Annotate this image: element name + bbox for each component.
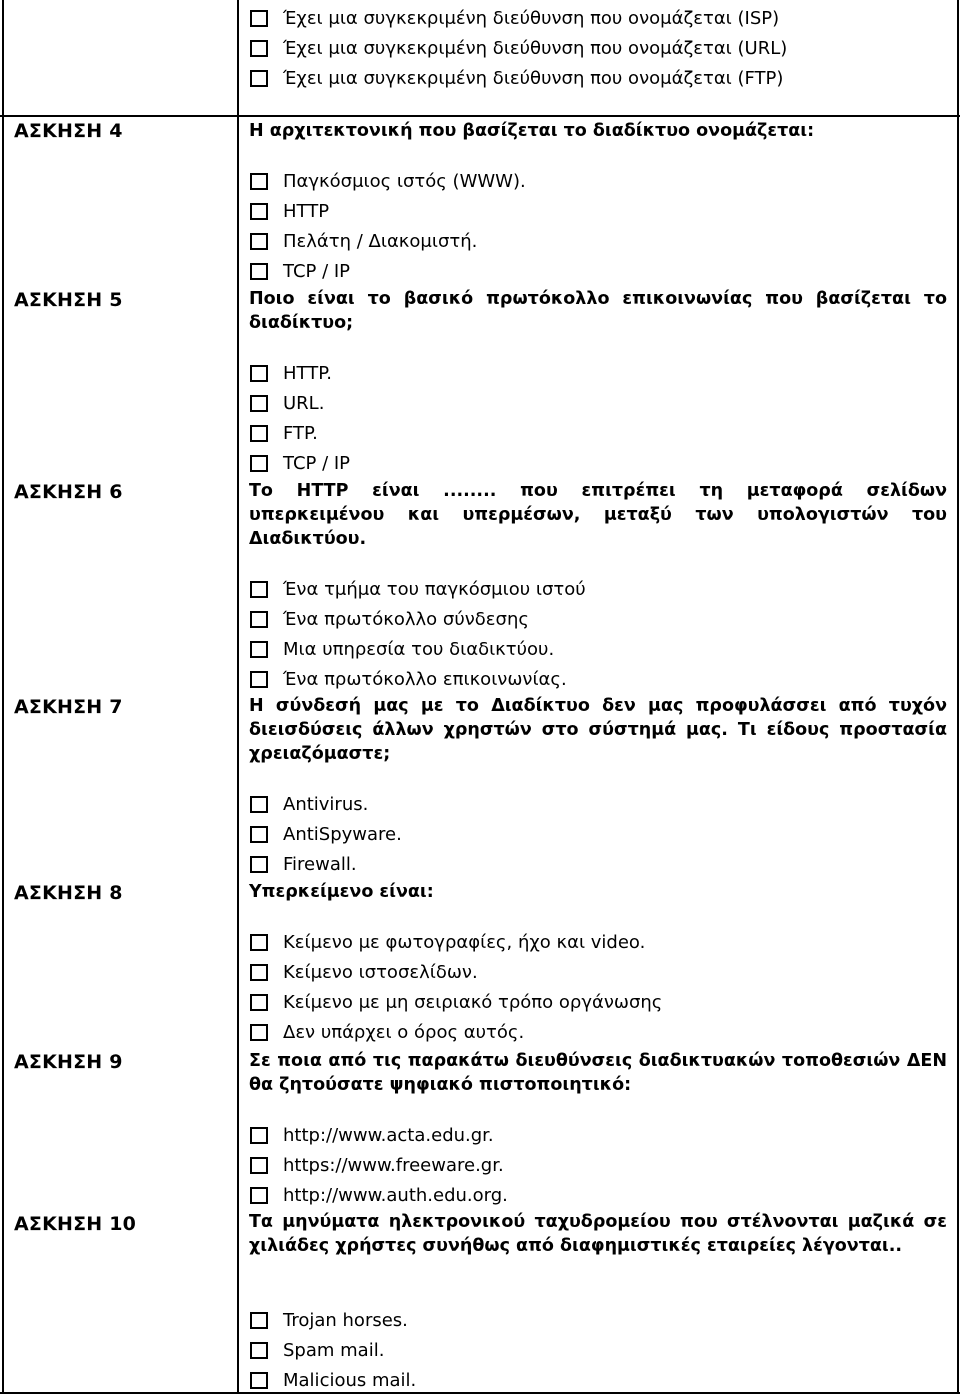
option-item[interactable] [250,849,357,879]
option-label: HTTP [283,200,330,222]
checkbox[interactable] [250,1312,268,1329]
option-item[interactable] [250,1365,416,1395]
option-item[interactable] [250,1120,494,1150]
option-item[interactable] [250,1305,408,1335]
checkbox[interactable] [250,934,268,951]
option-label: Έχει μια συγκεκριμένη διεύθυνση που ονομάζεται (ISP) [283,7,780,29]
checkbox[interactable] [250,455,268,472]
option-item[interactable] [250,957,478,987]
checkbox[interactable] [250,1024,268,1041]
table-border-right [957,0,959,1394]
option-label: TCP / IP [283,260,351,282]
option-label: HTTP. [283,362,332,384]
option-label: FTP. [283,422,318,444]
option-item[interactable] [250,987,662,1017]
option-label: Κείμενο ιστοσελίδων. [283,961,478,983]
option-item[interactable] [250,574,586,604]
option-item[interactable] [250,3,779,33]
checkbox[interactable] [250,1342,268,1359]
checkbox[interactable] [250,70,268,87]
table-row-divider [0,115,960,117]
exercise-label: ΑΣΚΗΣΗ 9 [14,1051,123,1073]
option-label: Malicious mail. [283,1369,417,1391]
option-label: Ένα πρωτόκολλο σύνδεσης [283,608,529,630]
option-label: Κείμενο με φωτογραφίες, ήχο και video. [283,931,646,953]
option-label: URL. [283,392,325,414]
checkbox[interactable] [250,1127,268,1144]
checkbox[interactable] [250,1372,268,1389]
option-label: Ένα τμήμα του παγκόσμιου ιστού [283,578,586,600]
checkbox[interactable] [250,994,268,1011]
option-item[interactable] [250,418,318,448]
option-item[interactable] [250,1335,384,1365]
checkbox[interactable] [250,671,268,688]
option-item[interactable] [250,63,783,93]
table-border-bottom [0,1392,960,1394]
option-label: Ένα πρωτόκολλο επικοινωνίας. [283,668,567,690]
exercise-label: ΑΣΚΗΣΗ 4 [14,120,123,142]
option-item[interactable] [250,196,329,226]
option-label: Δεν υπάρχει ο όρος αυτός. [283,1021,525,1043]
table-border-left [2,0,4,1394]
checkbox[interactable] [250,964,268,981]
checkbox[interactable] [250,233,268,250]
option-label: TCP / IP [283,452,351,474]
exercise-question: Η σύνδεσή μας με το Διαδίκτυο δεν μας προφυλάσσει από τυχόν διεισδύσεις άλλων χρηστών στο σύστημά μας. Τι είδους προστασία χρειαζόμαστε; [249,696,947,764]
checkbox[interactable] [250,856,268,873]
checkbox[interactable] [250,203,268,220]
option-item[interactable] [250,166,526,196]
checkbox[interactable] [250,1157,268,1174]
checkbox[interactable] [250,40,268,57]
checkbox[interactable] [250,581,268,598]
option-label: Μια υπηρεσία του διαδικτύου. [283,638,555,660]
exercise-question: Η αρχιτεκτονική που βασίζεται το διαδίκτυο ονομάζεται: [249,121,815,141]
option-item[interactable] [250,634,554,664]
table-column-divider [237,0,239,1394]
option-label: http://www.auth.edu.org. [283,1184,508,1206]
option-label: Έχει μια συγκεκριμένη διεύθυνση που ονομάζεται (FTP) [283,67,784,89]
exercise-question: Τα μηνύματα ηλεκτρονικού ταχυδρομείου που στέλνονται μαζικά σε χιλιάδες χρήστες συνήθως από διαφημιστικές εταιρείες λέγονται.. [249,1212,947,1256]
option-label: https://www.freeware.gr. [283,1154,504,1176]
option-label: http://www.acta.edu.gr. [283,1124,494,1146]
exercise-question: Το HTTP είναι ........ που επιτρέπει τη μεταφορά σελίδων υπερκειμένου και υπερμέσων, μεταξύ των υπολογιστών του Διαδικτύου. [249,481,947,549]
option-item[interactable] [250,604,529,634]
option-item[interactable] [250,1017,524,1047]
exercise-label: ΑΣΚΗΣΗ 6 [14,481,123,503]
exercise-label: ΑΣΚΗΣΗ 7 [14,696,123,718]
option-label: Έχει μια συγκεκριμένη διεύθυνση που ονομάζεται (URL) [283,37,788,59]
option-item[interactable] [250,33,787,63]
option-label: AntiSpyware. [283,823,402,845]
checkbox[interactable] [250,425,268,442]
exercise-question: Υπερκείμενο είναι: [249,882,434,902]
exercise-label: ΑΣΚΗΣΗ 10 [14,1213,137,1235]
exercise-question: Ποιο είναι το βασικό πρωτόκολλο επικοινωνίας που βασίζεται το διαδίκτυο; [249,289,947,333]
option-item[interactable] [250,358,332,388]
option-item[interactable] [250,664,567,694]
checkbox[interactable] [250,826,268,843]
checkbox[interactable] [250,611,268,628]
option-item[interactable] [250,226,477,256]
checkbox[interactable] [250,365,268,382]
option-item[interactable] [250,789,368,819]
checkbox[interactable] [250,263,268,280]
option-label: Spam mail. [283,1339,385,1361]
exercise-label: ΑΣΚΗΣΗ 8 [14,882,123,904]
checkbox[interactable] [250,10,268,27]
option-item[interactable] [250,819,402,849]
option-label: Firewall. [283,853,357,875]
checkbox[interactable] [250,1187,268,1204]
checkbox[interactable] [250,173,268,190]
exercise-question: Σε ποια από τις παρακάτω διευθύνσεις διαδικτυακών τοποθεσιών ΔΕΝ θα ζητούσατε ψηφιακό πιστοποιητικό: [249,1051,947,1095]
option-label: Πελάτη / Διακομιστή. [283,230,478,252]
option-item[interactable] [250,1150,504,1180]
checkbox[interactable] [250,641,268,658]
option-item[interactable] [250,256,350,286]
option-label: Trojan horses. [283,1309,408,1331]
option-item[interactable] [250,388,324,418]
option-label: Κείμενο με μη σειριακό τρόπο οργάνωσης [283,991,663,1013]
checkbox[interactable] [250,395,268,412]
checkbox[interactable] [250,796,268,813]
option-item[interactable] [250,927,645,957]
option-label: Antivirus. [283,793,369,815]
option-item[interactable] [250,1180,508,1210]
exercise-label: ΑΣΚΗΣΗ 5 [14,289,123,311]
option-item[interactable] [250,448,350,478]
option-label: Παγκόσμιος ιστός (WWW). [283,170,526,192]
